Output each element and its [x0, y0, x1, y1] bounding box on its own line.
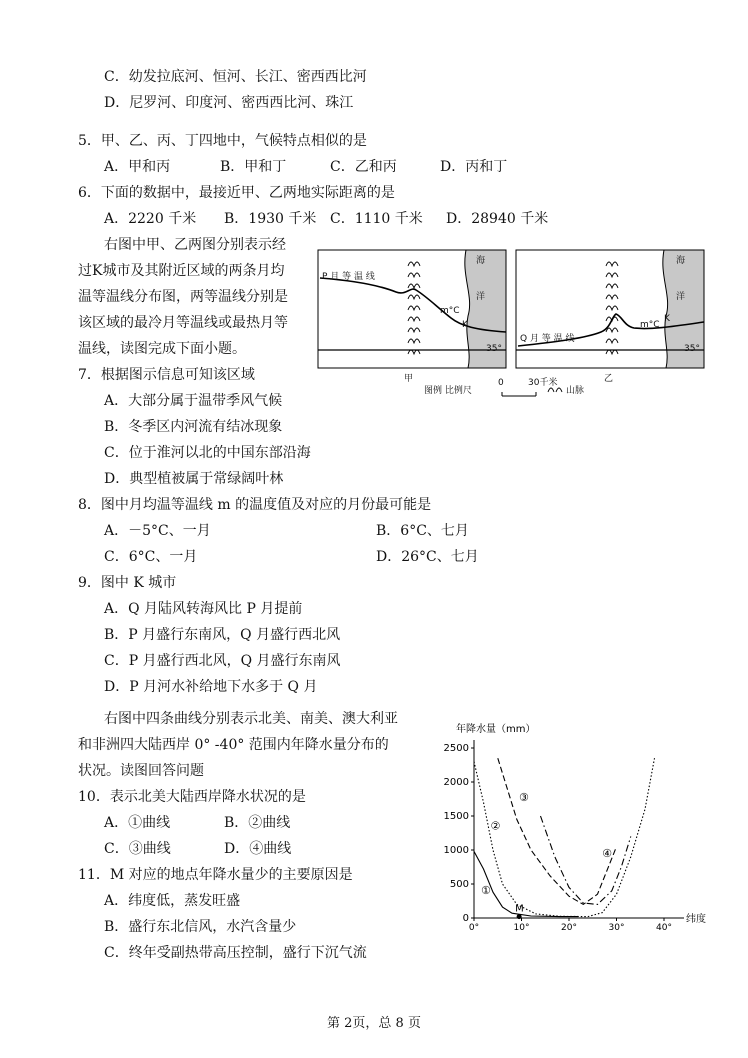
x-tick-label: 30°	[608, 923, 625, 933]
question-stem: 5．甲、乙、丙、丁四地中，气候特点相似的是	[78, 133, 367, 149]
option: B．6°C、七月	[376, 523, 469, 539]
option-line: D．尼罗河、印度河、密西西比河、珠江	[104, 95, 354, 111]
series-line	[498, 758, 617, 904]
series-label: ②	[490, 819, 501, 833]
map-label: 0	[498, 378, 504, 388]
option: A．－5°C、一月	[104, 523, 211, 539]
option: A．Q 月陆风转海风比 P 月提前	[104, 601, 303, 617]
map-label: Q 月 等 温 线	[520, 334, 575, 344]
y-tick-label: 1500	[443, 811, 469, 822]
y-tick-label: 2500	[443, 743, 469, 754]
x-tick-label: 0°	[468, 923, 480, 933]
option: D．P 月河水补给地下水多于 Q 月	[104, 679, 318, 695]
x-axis-label: 纬度	[686, 914, 706, 925]
question-stem: 9．图中 K 城市	[78, 575, 177, 591]
option: B．1930 千米	[224, 211, 317, 227]
map-label: 30千米	[528, 378, 558, 388]
map-label: 乙	[604, 374, 614, 384]
option: C．乙和丙	[330, 159, 397, 175]
option-line: C．幼发拉底河、恒河、长江、密西西比河	[104, 69, 367, 85]
option: C．1110 千米	[330, 211, 423, 227]
option: D．④曲线	[224, 841, 292, 857]
series-line	[541, 816, 631, 904]
annotation-label: M	[515, 903, 524, 915]
precipitation-chart	[424, 720, 724, 940]
question-stem: 7．根据图示信息可知该区域	[78, 367, 255, 383]
option: D．26°C、七月	[376, 549, 479, 565]
option: C．③曲线	[104, 841, 171, 857]
option: D．28940 千米	[446, 211, 549, 227]
option: B．甲和丁	[220, 159, 287, 175]
x-tick-label: 10°	[513, 923, 530, 933]
series-label: ①	[480, 884, 491, 898]
option: A．大部分属于温带季风气候	[104, 393, 283, 409]
option: C．位于淮河以北的中国东部沿海	[104, 445, 311, 461]
option: A．①曲线	[104, 815, 171, 831]
chart-title: 年降水量（mm）	[456, 724, 536, 735]
y-tick-label: 2000	[443, 777, 469, 788]
series-label: ③	[518, 791, 529, 805]
option: A．甲和丙	[104, 159, 171, 175]
option: C．P 月盛行西北风，Q 月盛行东南风	[104, 653, 341, 669]
intro-text: 状况。读图回答问题	[78, 763, 204, 779]
x-tick-label: 20°	[561, 923, 577, 933]
question-stem: 11．M 对应的地点年降水量少的主要原因是	[78, 867, 353, 883]
page-footer: 第 2页，总 8 页	[327, 1016, 421, 1031]
question-stem: 10．表示北美大陆西岸降水状况的是	[78, 789, 306, 805]
map-label: P 月 等 温 线	[322, 272, 375, 282]
map-label: 甲	[404, 374, 414, 384]
map-label: m°C	[640, 320, 660, 330]
map-label: 海	[676, 256, 686, 266]
y-tick-label: 1000	[443, 845, 469, 856]
intro-text: 右图中四条曲线分别表示北美、南美、澳大利亚	[104, 711, 398, 727]
map-label: 洋	[676, 292, 686, 302]
series-line	[474, 758, 655, 916]
intro-text: 温等温线分布图，两等温线分别是	[78, 289, 288, 305]
x-tick-label: 40°	[656, 923, 672, 933]
question-stem: 8．图中月均温等温线 m 的温度值及对应的月份最可能是	[78, 497, 432, 513]
option: B．②曲线	[224, 815, 291, 831]
map-label: K	[462, 320, 468, 330]
option: C．6°C、一月	[104, 549, 198, 565]
question-stem: 6．下面的数据中，最接近甲、乙两地实际距离的是	[78, 185, 395, 201]
option: B．P 月盛行东南风，Q 月盛行西北风	[104, 627, 341, 643]
option: C．终年受副热带高压控制，盛行下沉气流	[104, 945, 367, 961]
intro-text: 温线，读图完成下面小题。	[78, 341, 246, 357]
option: D．丙和丁	[440, 159, 508, 175]
y-tick-label: 500	[449, 879, 469, 890]
option: D．典型植被属于常绿阔叶林	[104, 471, 284, 487]
option: B．冬季区内河流有结冰现象	[104, 419, 283, 435]
map-label: m°C	[440, 306, 460, 316]
intro-text: 右图中甲、乙两图分别表示经	[104, 237, 286, 253]
map-label: 35°	[684, 344, 700, 354]
map-label: 图例 比例尺	[424, 386, 472, 396]
series-label: ④	[602, 846, 612, 860]
map-label: 35°	[486, 344, 502, 354]
intro-text: 和非洲四大陆西岸 0° -40° 范围内年降水量分布的	[78, 737, 389, 753]
intro-text: 该区域的最冷月等温线或最热月等	[78, 315, 288, 331]
option: A．2220 千米	[104, 211, 197, 227]
map-label: 洋	[476, 292, 486, 302]
option: B．盛行东北信风，水汽含量少	[104, 919, 297, 935]
map-label: 山脉	[566, 386, 585, 396]
intro-text: 过K城市及其附近区域的两条月均	[78, 263, 285, 279]
y-tick-label: 0	[462, 913, 469, 924]
map-label: K	[664, 314, 670, 324]
annotation-point	[517, 914, 522, 919]
map-label: 海	[476, 256, 486, 266]
option: A．纬度低，蒸发旺盛	[104, 893, 241, 909]
